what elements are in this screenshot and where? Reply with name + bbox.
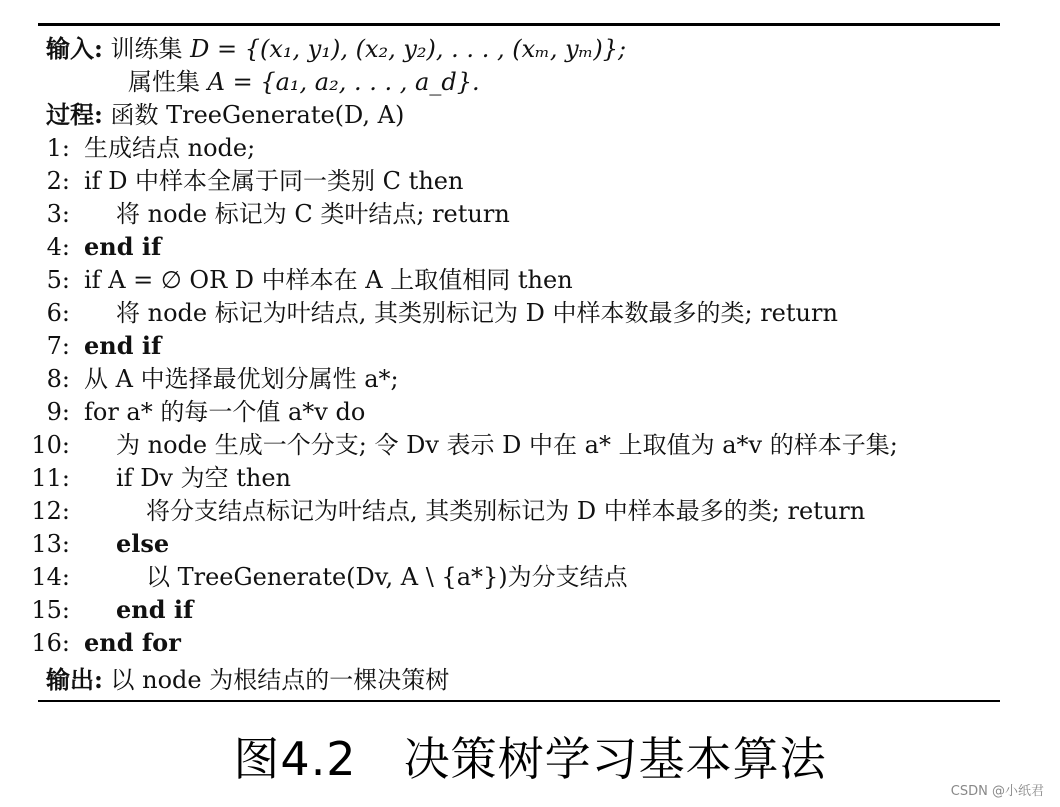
line-number: 9:	[46, 398, 70, 426]
line-number: 13:	[31, 530, 70, 558]
algo-line	[0, 363, 1060, 395]
line-text: if D 中样本全属于同一类别 C then	[84, 167, 464, 195]
line-number: 15:	[31, 596, 70, 624]
line-text: 将分支结点标记为叶结点, 其类别标记为 D 中样本最多的类; return	[146, 497, 866, 525]
algo-line	[0, 231, 1060, 263]
line-text: end if	[84, 331, 162, 360]
line-text: end for	[84, 628, 181, 657]
watermark: CSDN @小纸君	[950, 784, 1044, 799]
line-text: else	[116, 529, 170, 558]
input-line1-math: D = {(x₁, y₁), (x₂, y₂), . . . , (xₘ, yₘ)};	[190, 35, 627, 63]
line-number: 6:	[46, 299, 70, 327]
line-text: 以 TreeGenerate(Dv, A \ {a*})为分支结点	[146, 563, 628, 591]
line-text: if A = ∅ OR D 中样本在 A 上取值相同 then	[84, 266, 573, 294]
input-label: 输入:	[46, 34, 103, 63]
algo-line	[0, 561, 1060, 593]
output-label: 输出:	[46, 665, 103, 694]
algo-line	[0, 429, 1060, 461]
line-text: 生成结点 node;	[84, 134, 256, 162]
algo-line	[0, 297, 1060, 329]
line-number: 14:	[31, 563, 70, 591]
process-line	[0, 99, 1060, 131]
line-number: 16:	[31, 629, 70, 657]
algo-line	[0, 462, 1060, 494]
algo-line	[0, 396, 1060, 428]
output-text: 以 node 为根结点的一棵决策树	[110, 666, 450, 694]
line-text: 从 A 中选择最优划分属性 a*;	[84, 365, 399, 393]
process-text: 函数 TreeGenerate(D, A)	[110, 101, 405, 129]
line-number: 12:	[31, 497, 70, 525]
input-line2-math: A = {a₁, a₂, . . . , a_d}.	[207, 68, 480, 96]
output-line	[0, 664, 1060, 696]
line-text: 将 node 标记为叶结点, 其类别标记为 D 中样本数最多的类; return	[116, 299, 838, 327]
algo-line	[0, 495, 1060, 527]
algo-line	[0, 330, 1060, 362]
line-number: 2:	[46, 167, 70, 195]
line-number: 4:	[46, 233, 70, 261]
algo-line	[0, 198, 1060, 230]
line-number: 1:	[46, 134, 70, 162]
figure-caption: 图4.2 决策树学习基本算法	[233, 732, 827, 786]
input-line-2	[0, 66, 1060, 98]
process-label: 过程:	[46, 100, 103, 129]
top-rule	[38, 23, 1000, 26]
line-number: 8:	[46, 365, 70, 393]
line-number: 7:	[46, 332, 70, 360]
line-text: 将 node 标记为 C 类叶结点; return	[116, 200, 510, 228]
line-text: end if	[116, 595, 194, 624]
line-number: 5:	[46, 266, 70, 294]
line-number: 3:	[46, 200, 70, 228]
line-text: end if	[84, 232, 162, 261]
algo-line	[0, 165, 1060, 197]
algo-line	[0, 132, 1060, 164]
algo-line	[0, 528, 1060, 560]
line-number: 10:	[31, 431, 70, 459]
line-text: if Dv 为空 then	[116, 464, 292, 492]
line-number: 11:	[31, 464, 70, 492]
input-line-1	[0, 33, 1060, 65]
input-line1-text: 训练集	[110, 35, 183, 63]
algo-line	[0, 594, 1060, 626]
line-text: for a* 的每一个值 a*v do	[84, 398, 366, 426]
algo-line	[0, 264, 1060, 296]
algo-line	[0, 627, 1060, 659]
input-line2-text: 属性集	[128, 68, 200, 96]
bottom-rule	[38, 700, 1000, 702]
line-text: 为 node 生成一个分支; 令 Dv 表示 D 中在 a* 上取值为 a*v 的样本子集;	[116, 431, 898, 459]
